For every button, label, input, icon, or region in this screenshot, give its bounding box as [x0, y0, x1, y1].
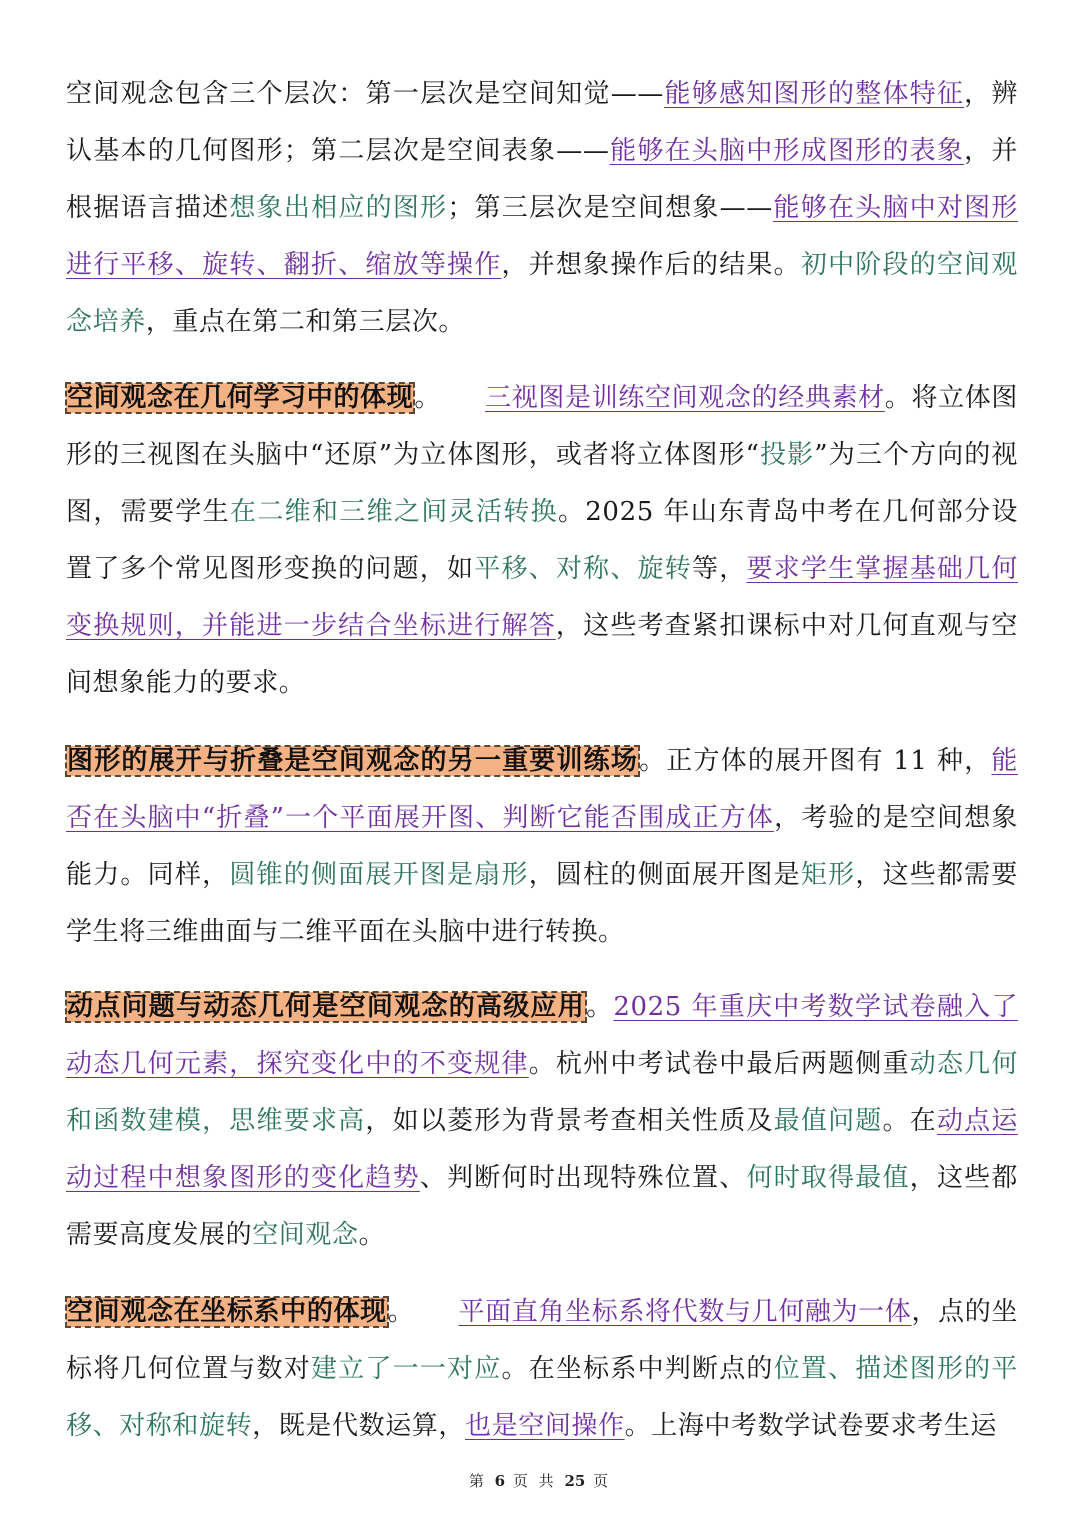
section-heading: 空间观念在坐标系中的体现: [67, 1297, 387, 1327]
text: 。上海中考数学试卷要求考生运: [624, 1411, 998, 1441]
highlight-phrase: 动态几何和函数建模，思维要求高: [66, 1049, 1019, 1136]
text: ，并想象操作后的结果。: [501, 250, 801, 280]
highlight-phrase: 在二维和三维之间灵活转换: [229, 497, 558, 527]
text: ”为三个方向的视图，需要学生: [66, 440, 1019, 527]
text: 。: [387, 1297, 415, 1327]
text: ，这些考查紧扣课标中对几何直观与空间想象能力的要求。: [66, 611, 1018, 698]
paragraph-dynamic-geometry: [66, 979, 1018, 1264]
text: ，既是代数运算，: [252, 1411, 466, 1441]
text: ，这些都需要高度发展的: [66, 1163, 1019, 1250]
paragraph-unfolding-folding: [66, 733, 1018, 961]
text: 。: [414, 383, 442, 413]
text: 。在坐标系中判断点的: [501, 1354, 774, 1384]
text: 。: [586, 992, 614, 1022]
highlight-phrase: 最值问题: [773, 1106, 883, 1136]
text: 。将立体图形的三视图在头脑中“还原”为立体图形，或者将立体图形“: [66, 383, 1018, 470]
highlight-phrase: 投影: [759, 440, 815, 470]
text: ，并根据语言描述: [66, 136, 1018, 223]
underlined-phrase: 动点运动过程中想象图形的变化趋势: [66, 1106, 1018, 1193]
text: ，重点在第二和第三层次。: [145, 307, 466, 337]
underlined-phrase: 2025 年重庆中考数学试卷融入了动态几何元素，探究变化中的不变规律: [66, 992, 1018, 1079]
highlight-phrase: 矩形: [800, 860, 856, 890]
text: ，如以菱形为背景考查相关性质及: [365, 1106, 774, 1136]
text: 空间观念包含三个层次：第一层次是空间知觉——: [66, 79, 664, 109]
page-footer: [0, 1470, 1080, 1491]
section-heading: 空间观念在几何学习中的体现: [67, 383, 414, 413]
highlight-phrase: 圆锥的侧面展开图是扇形: [229, 860, 529, 890]
underlined-phrase: 能够感知图形的整体特征: [663, 79, 965, 109]
underlined-phrase: 能够在头脑中形成图形的表象: [609, 136, 965, 166]
underlined-phrase: 三视图是训练空间观念的经典素材: [485, 383, 885, 413]
highlight-phrase: 空间观念: [252, 1220, 359, 1250]
current-page-number: 6: [494, 1472, 506, 1490]
text: 等，: [691, 554, 747, 584]
text: ，这些都需要学生将三维曲面与二维平面在头脑中进行转换。: [66, 860, 1018, 947]
text: 。: [358, 1220, 386, 1250]
text: ，点的坐标将几何位置与数对: [66, 1297, 1019, 1384]
paragraph-coordinate-system: [66, 1284, 1018, 1455]
highlight-phrase: 位置、描述图形的平移、对称和旋转: [66, 1354, 1018, 1441]
text: ；第三层次是空间想象——: [447, 193, 773, 223]
footer-middle: 页 共: [512, 1472, 557, 1490]
text: ，辨认基本的几何图形；第二层次是空间表象——: [66, 79, 1018, 166]
text: ，圆柱的侧面展开图是: [528, 860, 801, 890]
highlight-phrase: 建立了一一对应: [310, 1354, 502, 1384]
underlined-phrase: 能否在头脑中“折叠”一个平面展开图、判断它能否围成正方体: [66, 746, 1018, 833]
section-heading: 图形的展开与折叠是空间观念的另一重要训练场: [67, 746, 639, 776]
text: 。2025 年山东青岛中考在几何部分设置了多个常见图形变换的问题，如: [66, 497, 1018, 584]
underlined-phrase: 要求学生掌握基础几何变换规则，并能进一步结合坐标进行解答: [66, 554, 1018, 641]
text: 。正方体的展开图有 11 种，: [639, 746, 992, 776]
section-heading: 动点问题与动态几何是空间观念的高级应用: [67, 992, 586, 1022]
underlined-phrase: 平面直角坐标系将代数与几何融为一体: [458, 1297, 912, 1327]
highlight-phrase: 初中阶段的空间观念培养: [66, 250, 1018, 337]
underlined-phrase: 能够在头脑中对图形进行平移、旋转、翻折、缩放等操作: [66, 193, 1018, 280]
text: 。在: [882, 1106, 937, 1136]
text: 、判断何时出现特殊位置、: [419, 1163, 747, 1193]
text: ，考验的是空间想象能力。同样，: [66, 803, 1018, 890]
highlight-phrase: 何时取得最值: [746, 1163, 910, 1193]
highlight-phrase: 想象出相应的图形: [229, 193, 448, 223]
footer-suffix: 页: [593, 1472, 612, 1490]
footer-prefix: 第: [468, 1472, 487, 1490]
highlight-phrase: 平移、对称、旋转: [474, 554, 692, 584]
total-pages-number: 25: [564, 1472, 586, 1490]
underlined-phrase: 也是空间操作: [465, 1411, 625, 1441]
paragraph-space-levels: [66, 66, 1018, 351]
paragraph-geometry-learning: [66, 370, 1018, 712]
text: 。杭州中考试卷中最后两题侧重: [528, 1049, 910, 1079]
